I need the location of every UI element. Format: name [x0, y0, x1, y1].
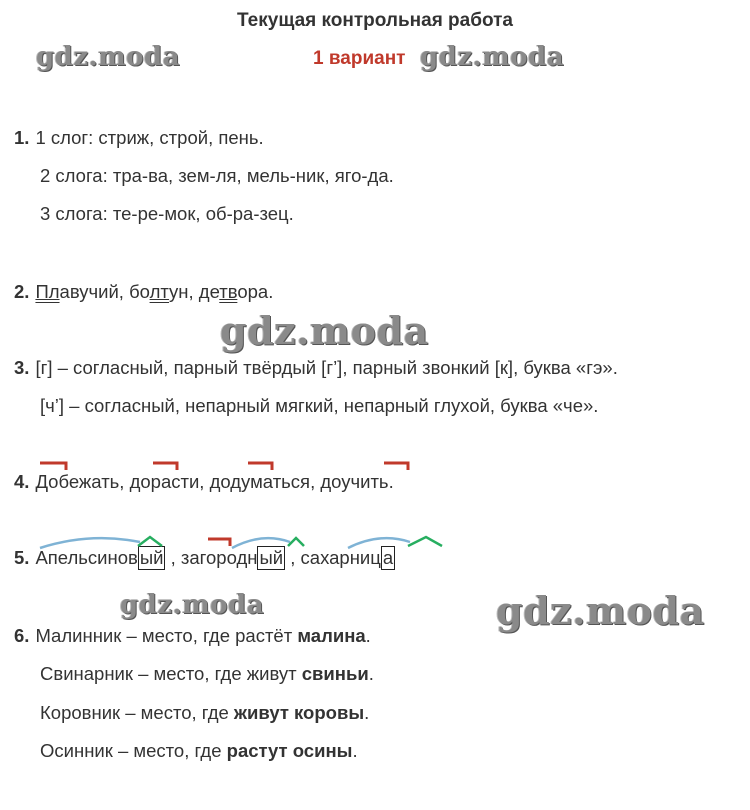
prefix-mark	[208, 539, 230, 546]
watermark: gdz.moda	[420, 42, 565, 72]
bold-answer: растут осины	[226, 740, 353, 761]
ending-box: ый	[139, 547, 164, 568]
underlined-letters: Пл	[35, 281, 60, 302]
task-number: 2.	[14, 281, 30, 302]
bold-answer: свиньи	[301, 663, 369, 684]
prefix-mark	[40, 463, 66, 470]
prefix-mark	[153, 463, 177, 470]
bold-answer: малина	[297, 625, 366, 646]
text: .	[364, 702, 370, 723]
suffix-mark	[408, 537, 442, 546]
watermark: gdz.moda	[220, 308, 429, 353]
root-arc	[40, 538, 140, 548]
text: Коровник – место, где	[40, 702, 234, 723]
task-number: 4.	[14, 471, 30, 492]
prefix-mark	[384, 463, 408, 470]
text: .	[365, 625, 371, 646]
text: авучий, бо	[59, 281, 150, 302]
text: ун, де	[169, 281, 220, 302]
suffix-mark	[138, 537, 162, 546]
word-stem: Апельсинов	[35, 547, 138, 568]
underlined-letters: лт	[149, 281, 170, 302]
separator: ,	[285, 547, 301, 568]
ending-box: а	[382, 547, 394, 568]
root-arc	[232, 538, 290, 548]
task-number: 3.	[14, 357, 30, 378]
task-3-line-2: [ч’] – согласный, непарный мягкий, непарный глухой, буква «че».	[40, 395, 599, 416]
prefix-mark	[248, 463, 272, 470]
text: Осинник – место, где	[40, 740, 227, 761]
bold-answer: живут коровы	[233, 702, 365, 723]
text: Малинник – место, где растёт	[35, 625, 298, 646]
task-4-text: Добежать, дорасти, додуматься, доучить.	[35, 471, 394, 492]
task-3-line-1: [г] – согласный, парный твёрдый [г’], парный звонкий [к], буква «гэ».	[35, 357, 618, 378]
ending-box: ый	[259, 547, 284, 568]
text: .	[352, 740, 358, 761]
underlined-letters: тв	[219, 281, 238, 302]
root-arc	[348, 538, 410, 548]
watermark: gdz.moda	[496, 588, 705, 633]
word-stem: сахарниц	[300, 547, 381, 568]
suffix-mark	[288, 538, 304, 546]
task-number: 1.	[14, 127, 30, 148]
watermark: gdz.moda	[36, 42, 181, 72]
text: Свинарник – место, где живут	[40, 663, 302, 684]
text: .	[368, 663, 374, 684]
task-1-line-1: 1 слог: стриж, строй, пень.	[35, 127, 264, 148]
page-title: Текущая контрольная работа	[237, 10, 513, 31]
watermark: gdz.moda	[120, 590, 265, 620]
task-number: 5.	[14, 547, 30, 568]
task-1-line-3: 3 слога: те-ре-мок, об-ра-зец.	[40, 203, 294, 224]
task-number: 6.	[14, 625, 30, 646]
separator: ,	[165, 547, 181, 568]
word-stem: загородн	[180, 547, 258, 568]
variant-label: 1 вариант	[313, 48, 406, 69]
text: ора.	[237, 281, 274, 302]
task-1-line-2: 2 слога: тра-ва, зем-ля, мель-ник, яго-да.	[40, 165, 394, 186]
